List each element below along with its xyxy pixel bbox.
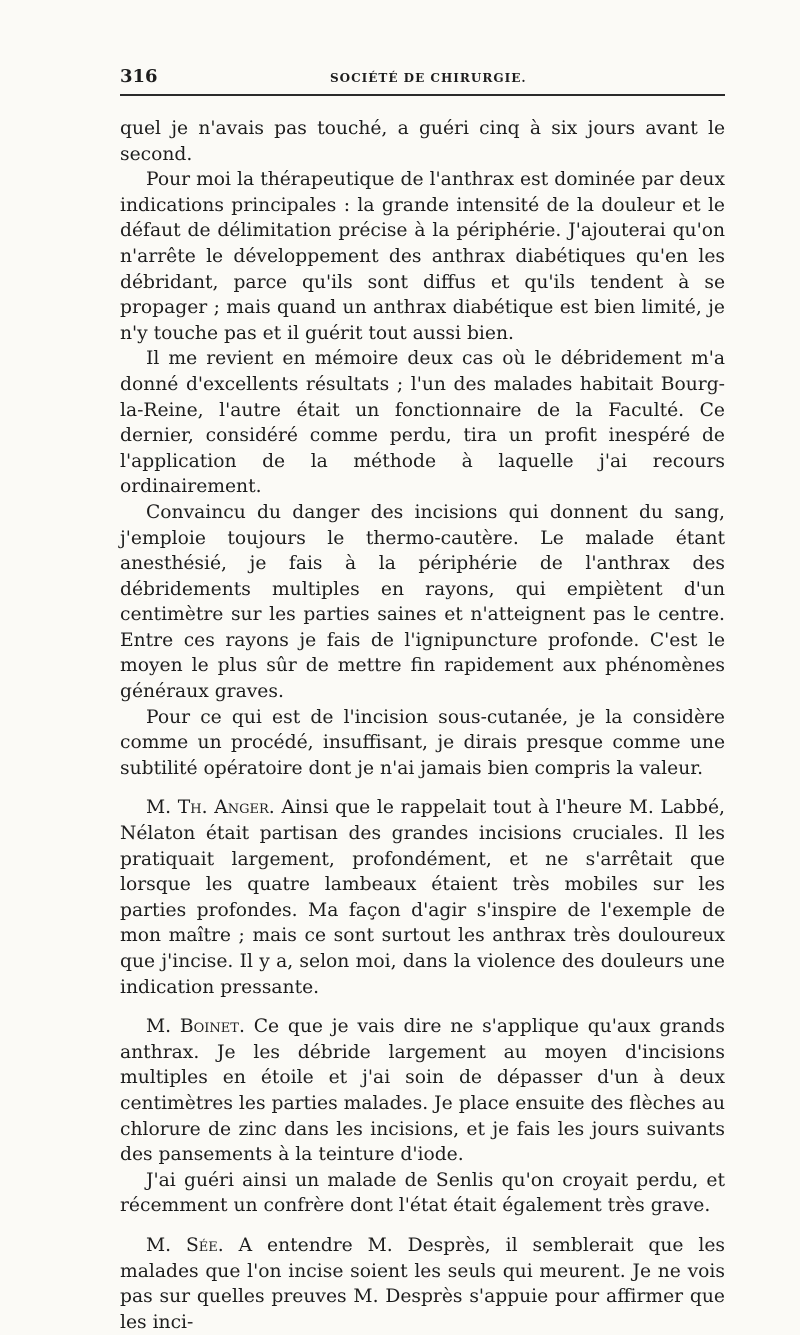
- speaker-name: M. Boinet.: [146, 1016, 245, 1038]
- paragraph: J'ai guéri ainsi un malade de Senlis qu'on croyait perdu, et récemment un confrère dont l'état était également très grave.: [120, 1169, 725, 1217]
- speech-text: A entendre M. Desprès, il semblerait que les malades que l'on incise soient les seuls qui meurent. Je ne vois pas sur quelles preuves M. Desprès s'appuie pour affirmer que les inci-: [120, 1234, 725, 1333]
- speaker-paragraph: [120, 795, 725, 1000]
- paragraph: quel je n'avais pas touché, a guéri cinq à six jours avant le second.: [120, 118, 725, 165]
- speaker-paragraph: [120, 1014, 725, 1168]
- body-text: [120, 116, 725, 1335]
- speaker-paragraph: [120, 1233, 725, 1335]
- paragraph: Pour moi la thérapeutique de l'anthrax est dominée par deux indications principales : la grande intensité de la douleur et le défaut de délimitation précise à la périphérie. J'ajouterai qu'on n'arrête le développement des anthrax diabétiques qu'en les débridant, parce qu'ils sont diffus et qu'ils tendent à se propager ; mais quand un anthrax diabétique est bien limité, je n'y touche pas et il guérit tout aussi bien.: [120, 169, 725, 344]
- paragraph: Pour ce qui est de l'incision sous-cutanée, je la considère comme un procédé, insuffisant, je dirais presque comme une subtilité opératoire dont je n'ai jamais bien compris la valeur.: [120, 706, 725, 779]
- page-header: [120, 64, 725, 96]
- speaker-name: M. Sée.: [146, 1234, 224, 1256]
- speaker-name: M. Th. Anger.: [146, 797, 275, 819]
- paragraph: Il me revient en mémoire deux cas où le débridement m'a donné d'excellents résultats ; l'un des malades habitait Bourg-la-Reine, l'autre était un fonctionnaire de la Faculté. Ce dernier, considéré comme perdu, tira un profit inespéré de l'application de la méthode à laquelle j'ai recours ordinairement.: [120, 348, 725, 498]
- running-title: SOCIÉTÉ DE CHIRURGIE.: [330, 71, 527, 85]
- speech-text: Ainsi que le rappelait tout à l'heure M. Labbé, Nélaton était partisan des grandes incisions cruciales. Il les pratiquait largement, profondément, et ne s'arrêtait que lorsque les quatre lambeaux étaient très mobiles sur les parties profondes. Ma façon d'agir s'inspire de l'exemple de mon maître ; mais ce sont surtout les anthrax très douloureux que j'incise. Il y a, selon moi, dans la violence des douleurs une indication pressante.: [120, 797, 726, 998]
- paragraph: Convaincu du danger des incisions qui donnent du sang, j'emploie toujours le thermo-cautère. Le malade étant anesthésié, je fais à la périphérie de l'anthrax des débridements multiples en rayons, qui empiètent d'un centimètre sur les parties saines et n'atteignent pas le centre. Entre ces rayons je fais de l'ignipuncture profonde. C'est le moyen le plus sûr de mettre fin rapidement aux phénomènes généraux graves.: [120, 501, 725, 703]
- page-number: 316: [120, 66, 158, 87]
- speech-text: Ce que je vais dire ne s'applique qu'aux grands anthrax. Je les débride largement au moyen d'incisions multiples en étoile et j'ai soin de dépasser d'un à deux centimètres les parties malades. Je place ensuite des flèches au chlorure de zinc dans les incisions, et je fais les jours suivants des pansements à la teinture d'iode.: [120, 1016, 725, 1166]
